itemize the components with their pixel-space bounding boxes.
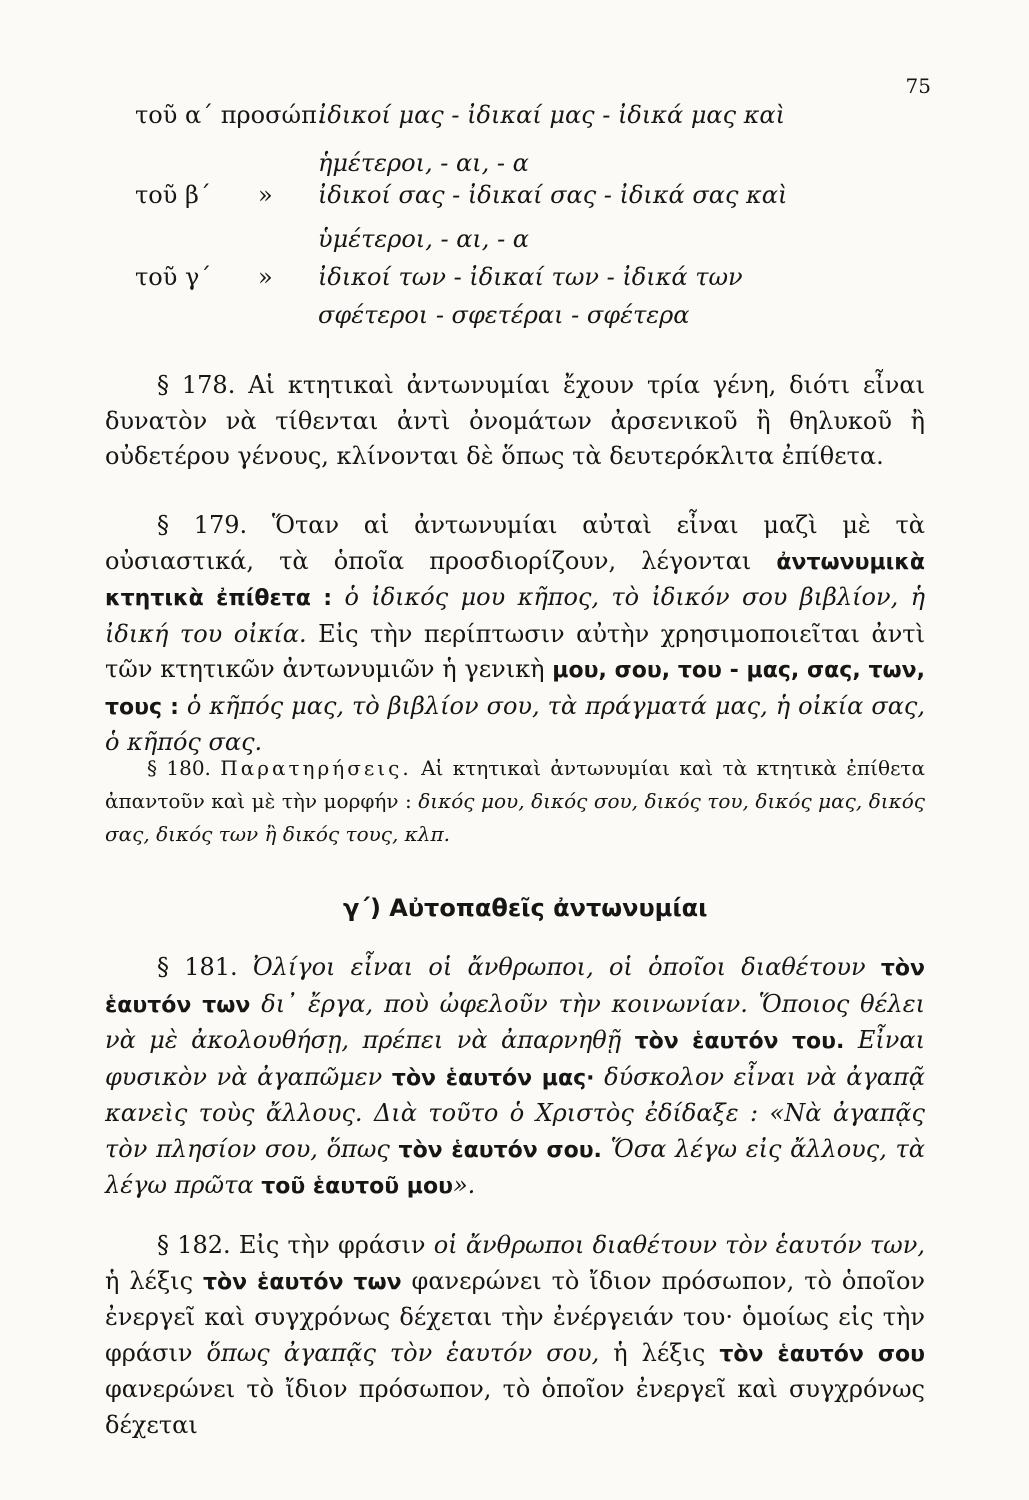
table-row-3-forms: ἰδικοί των - ἰδικαί των - ἰδικά των: [318, 263, 743, 291]
example-text: ὅπως ἀγαπᾷς τὸν ἑαυτόν σου,: [206, 1338, 600, 1367]
section-text: Αἱ κτητικαὶ ἀντωνυμίαι καὶ τὰ κτητικὰ ἐπίθετα ἀπαντοῦν καὶ μὲ τὴν μορφήν :: [105, 756, 926, 813]
bold-term: τὸν ἑαυτόν των: [105, 956, 925, 1018]
section-178: [105, 368, 925, 475]
example-text: ».: [452, 1171, 476, 1199]
section-181: [105, 950, 925, 1205]
section-182: [105, 1228, 925, 1443]
bold-term: τὸν ἑαυτόν των: [203, 1269, 402, 1295]
section-text: φανερώνει τὸ ἴδιον πρόσωπον, τὸ ὁποῖον ἐνεργεῖ καὶ συγχρόνως δέχεται: [105, 1375, 925, 1439]
example-text: δύσκολον εἶναι νὰ ἀγαπᾷ κανεὶς τοὺς ἄλλους. Διὰ τοῦτο ὁ Χριστὸς ἐδίδαξε : «Νὰ ἀγαπᾷς τὸν πλησίον σου, ὅπως: [105, 1062, 925, 1163]
section-text: Εἰς τὴν περίπτωσιν αὐτὴν χρησιμοποιεῖται ἀντὶ τῶν κτητικῶν ἀντωνυμιῶν ἡ γενικὴ: [105, 619, 925, 683]
bold-term: τὸν ἑαυτόν του.: [634, 1029, 845, 1054]
example-text: Ὅσα λέγω εἰς ἄλλους, τὰ λέγω πρῶτα: [105, 1134, 926, 1199]
section-text: Ὅταν αἱ ἀντωνυμίαι αὐταὶ εἶναι μαζὶ μὲ τὰ οὐσιαστικά, τὰ ὁποῖα προσδιορίζουν, λέγονται: [105, 511, 925, 575]
example-text: δι᾽ ἔργα, ποὺ ὠφελοῦν τὴν κοινωνίαν. Ὅποιος θέλει νὰ μὲ ἀκολουθήσῃ, πρέπει νὰ ἀπαρνηθῇ: [105, 989, 926, 1054]
bold-term: τοῦ ἑαυτοῦ μου: [261, 1174, 453, 1199]
table-row-2-ditto: »: [258, 181, 273, 209]
section-text: Αἱ κτητικαὶ ἀντωνυμίαι ἔχουν τρία γένη, διότι εἶναι δυνατὸν νὰ τίθενται ἀντὶ ὀνομάτων ἀρσενικοῦ ἢ θηλυκοῦ ἢ οὐδετέρου γένους, κλίνονται δὲ ὅπως τὰ δευτερόκλιτα ἐπίθετα.: [105, 371, 925, 470]
example-text: ὁ ἰδικός μου κῆπος, τὸ ἰδικόν σου βιβλίον, ἡ ἰδική του οἰκία.: [105, 583, 925, 648]
example-text: Εἶναι φυσικὸν νὰ ἀγαπῶμεν: [105, 1026, 925, 1091]
table-row-2-label: τοῦ β΄: [135, 181, 211, 209]
section-number: § 180.: [147, 756, 211, 780]
example-text: ὁ κῆπός μας, τὸ βιβλίον σου, τὰ πράγματά μας, ἡ οἰκία σας, ὁ κῆπός σας.: [105, 691, 925, 756]
table-row-3-ditto: »: [258, 263, 273, 291]
section-number: § 179.: [157, 511, 248, 539]
section-179: [105, 508, 925, 761]
section-180: [105, 752, 925, 851]
bold-term: ἀντωνυμικὰ κτητικὰ ἐπίθετα :: [105, 549, 925, 611]
example-text: Ὀλίγοι εἶναι οἱ ἄνθρωποι, οἱ ὁποῖοι διαθέτουν: [252, 953, 866, 981]
section-number: § 181.: [157, 953, 238, 981]
page-number: 75: [905, 74, 931, 98]
bold-term: τὸν ἑαυτόν σου.: [398, 1137, 602, 1163]
table-row-2-forms-cont: ὑμέτεροι, - αι, - α: [318, 225, 530, 253]
table-row-3-forms-cont: σφέτεροι - σφετέραι - σφέτερα: [318, 301, 690, 329]
remarks-label: Παρατηρήσεις.: [220, 756, 412, 780]
example-text: οἱ ἄνθρωποι διαθέτουν τὸν ἑαυτόν των,: [433, 1231, 925, 1259]
table-row-3-label: τοῦ γ΄: [135, 263, 212, 291]
table-row-1-forms-cont: ἡμέτεροι, - αι, - α: [318, 149, 529, 177]
bold-term: τὸν ἑαυτόν σου: [719, 1341, 925, 1367]
table-row-1-label: τοῦ α΄ προσώπ.: [135, 101, 325, 129]
bold-term: μου, σου, του - μας, σας, των, τους :: [105, 658, 925, 720]
section-text: ἡ λέξις: [105, 1266, 194, 1295]
table-row-2-forms: ἰδικοί σας - ἰδικαί σας - ἰδικά σας καὶ: [318, 181, 788, 209]
section-text: Εἰς τὴν φράσιν: [238, 1231, 426, 1259]
bold-term: τὸν ἑαυτόν μας·: [391, 1065, 595, 1091]
section-text: ἡ λέξις: [613, 1338, 706, 1367]
section-number: § 182.: [157, 1231, 231, 1259]
example-text: δικός μου, δικός σου, δικός του, δικός μας, δικός σας, δικός των ἢ δικός τους, κλπ.: [105, 789, 925, 846]
section-text: φανερώνει τὸ ἴδιον πρόσωπον, τὸ ὁποῖον ἐνεργεῖ καὶ συγχρόνως δέχεται τὴν ἐνέργειάν του· ὁμοίως εἰς τὴν φράσιν: [105, 1266, 926, 1367]
table-row-1-forms: ἰδικοί μας - ἰδικαί μας - ἰδικά μας καὶ: [318, 101, 786, 129]
section-heading: γ΄) Αὐτοπαθεῖς ἀντωνυμίαι: [343, 894, 708, 922]
section-number: § 178.: [157, 371, 236, 399]
